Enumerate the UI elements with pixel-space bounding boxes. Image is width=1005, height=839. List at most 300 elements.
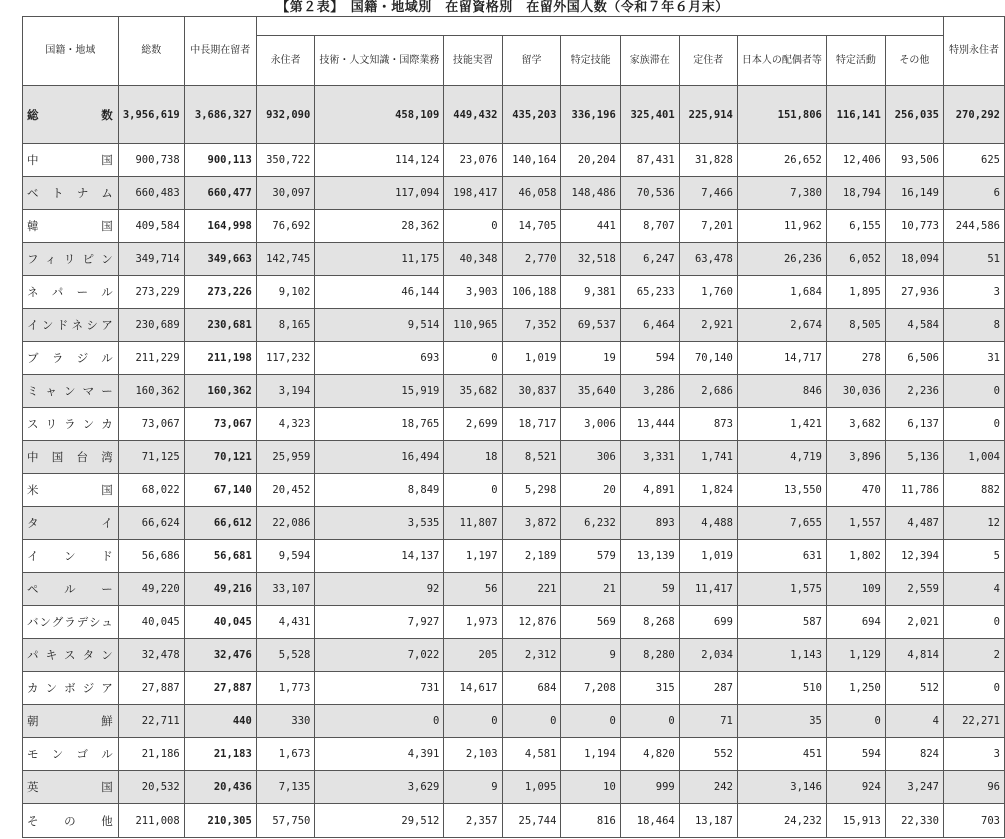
total-cell: 230,689 [118, 309, 184, 342]
status-cell: 0 [826, 705, 885, 738]
status-cell: 893 [620, 507, 679, 540]
total-cell: 71,125 [118, 441, 184, 474]
total-cell: 349,714 [118, 243, 184, 276]
status-cell: 330 [256, 705, 315, 738]
status-cell: 6,137 [885, 408, 943, 441]
status-cell: 4,584 [885, 309, 943, 342]
status-cell: 3,247 [885, 771, 943, 804]
status-cell: 57,750 [256, 804, 315, 838]
table-row [23, 738, 1005, 771]
status-cell: 0 [561, 705, 620, 738]
status-cell: 6,506 [885, 342, 943, 375]
country-cell: タイ [23, 507, 119, 540]
status-cell: 278 [826, 342, 885, 375]
status-cell: 14,717 [737, 342, 826, 375]
status-cell: 148,486 [561, 177, 620, 210]
status-cell: 2,236 [885, 375, 943, 408]
status-cell: 7,022 [315, 639, 444, 672]
status-cell: 7,208 [561, 672, 620, 705]
header-country: 国籍・地域 [23, 17, 119, 86]
country-cell: バングラデシュ [23, 606, 119, 639]
status-cell: 117,232 [256, 342, 315, 375]
status-cell: 71 [679, 705, 737, 738]
status-cell: 26,652 [737, 144, 826, 177]
status-cell: 1,684 [737, 276, 826, 309]
status-cell: 12,406 [826, 144, 885, 177]
total-cell: 66,624 [118, 507, 184, 540]
status-cell: 6,052 [826, 243, 885, 276]
table-row [23, 672, 1005, 705]
status-cell: 3,006 [561, 408, 620, 441]
status-cell: 21 [561, 573, 620, 606]
header-row-top [23, 17, 1005, 36]
status-cell: 6,232 [561, 507, 620, 540]
country-cell: 総 数 [23, 86, 119, 144]
status-cell: 1,895 [826, 276, 885, 309]
status-cell: 40,348 [444, 243, 502, 276]
header-col: その他 [885, 36, 943, 86]
status-cell: 11,786 [885, 474, 943, 507]
status-cell: 142,745 [256, 243, 315, 276]
status-cell: 9 [444, 771, 502, 804]
status-cell: 6,247 [620, 243, 679, 276]
header-col: 定住者 [679, 36, 737, 86]
mid-long-cell: 56,681 [184, 540, 256, 573]
country-cell: インドネシア [23, 309, 119, 342]
country-cell: ブラジル [23, 342, 119, 375]
status-cell: 594 [826, 738, 885, 771]
status-cell: 1,673 [256, 738, 315, 771]
status-cell: 20,204 [561, 144, 620, 177]
special-cell: 4 [944, 573, 1005, 606]
status-cell: 87,431 [620, 144, 679, 177]
status-cell: 4,391 [315, 738, 444, 771]
status-cell: 1,019 [679, 540, 737, 573]
status-cell: 3,903 [444, 276, 502, 309]
special-cell: 22,271 [944, 705, 1005, 738]
mid-long-cell: 70,121 [184, 441, 256, 474]
status-cell: 8,849 [315, 474, 444, 507]
special-cell: 703 [944, 804, 1005, 838]
status-cell: 4,581 [502, 738, 561, 771]
status-cell: 18,717 [502, 408, 561, 441]
status-cell: 569 [561, 606, 620, 639]
status-cell: 140,164 [502, 144, 561, 177]
status-cell: 109 [826, 573, 885, 606]
mid-long-cell: 21,183 [184, 738, 256, 771]
table-row [23, 210, 1005, 243]
mid-long-cell: 32,476 [184, 639, 256, 672]
status-cell: 13,139 [620, 540, 679, 573]
mid-long-cell: 211,198 [184, 342, 256, 375]
total-cell: 49,220 [118, 573, 184, 606]
total-cell: 211,229 [118, 342, 184, 375]
total-cell: 160,362 [118, 375, 184, 408]
header-col: 日本人の配偶者等 [737, 36, 826, 86]
status-cell: 306 [561, 441, 620, 474]
country-cell: パキスタン [23, 639, 119, 672]
status-cell: 1,802 [826, 540, 885, 573]
status-cell: 579 [561, 540, 620, 573]
status-cell: 694 [826, 606, 885, 639]
status-cell: 59 [620, 573, 679, 606]
status-cell: 7,380 [737, 177, 826, 210]
status-cell: 11,175 [315, 243, 444, 276]
status-cell: 18 [444, 441, 502, 474]
status-cell: 4,891 [620, 474, 679, 507]
special-cell: 2 [944, 639, 1005, 672]
mid-long-cell: 440 [184, 705, 256, 738]
status-cell: 8,165 [256, 309, 315, 342]
header-special: 特別永住者 [944, 17, 1005, 86]
status-cell: 13,187 [679, 804, 737, 838]
status-cell: 3,896 [826, 441, 885, 474]
status-cell: 26,236 [737, 243, 826, 276]
status-cell: 458,109 [315, 86, 444, 144]
status-cell: 11,962 [737, 210, 826, 243]
status-cell: 6,155 [826, 210, 885, 243]
mid-long-cell: 210,305 [184, 804, 256, 838]
status-cell: 35 [737, 705, 826, 738]
country-cell: 中国台湾 [23, 441, 119, 474]
status-cell: 70,140 [679, 342, 737, 375]
status-cell: 76,692 [256, 210, 315, 243]
table-row [23, 276, 1005, 309]
status-cell: 33,107 [256, 573, 315, 606]
status-cell: 7,135 [256, 771, 315, 804]
status-cell: 22,330 [885, 804, 943, 838]
status-cell: 510 [737, 672, 826, 705]
status-cell: 12,394 [885, 540, 943, 573]
mid-long-cell: 230,681 [184, 309, 256, 342]
table-row [23, 771, 1005, 804]
header-spacer [256, 17, 943, 36]
table-row [23, 540, 1005, 573]
header-col: 家族滞在 [620, 36, 679, 86]
status-cell: 46,144 [315, 276, 444, 309]
status-cell: 221 [502, 573, 561, 606]
status-cell: 1,143 [737, 639, 826, 672]
country-cell: フィリピン [23, 243, 119, 276]
status-cell: 7,466 [679, 177, 737, 210]
status-cell: 18,094 [885, 243, 943, 276]
status-cell: 2,674 [737, 309, 826, 342]
table-row [23, 804, 1005, 838]
table-row [23, 342, 1005, 375]
status-cell: 15,919 [315, 375, 444, 408]
status-cell: 28,362 [315, 210, 444, 243]
status-cell: 731 [315, 672, 444, 705]
country-cell: ベトナム [23, 177, 119, 210]
status-cell: 1,773 [256, 672, 315, 705]
status-cell: 3,872 [502, 507, 561, 540]
table-row [23, 243, 1005, 276]
status-cell: 0 [502, 705, 561, 738]
total-cell: 32,478 [118, 639, 184, 672]
status-cell: 6,464 [620, 309, 679, 342]
mid-long-cell: 3,686,327 [184, 86, 256, 144]
mid-long-cell: 273,226 [184, 276, 256, 309]
status-cell: 46,058 [502, 177, 561, 210]
status-cell: 5,298 [502, 474, 561, 507]
status-cell: 336,196 [561, 86, 620, 144]
status-cell: 1,741 [679, 441, 737, 474]
status-cell: 1,250 [826, 672, 885, 705]
mid-long-cell: 900,113 [184, 144, 256, 177]
status-cell: 512 [885, 672, 943, 705]
mid-long-cell: 349,663 [184, 243, 256, 276]
special-cell: 3 [944, 738, 1005, 771]
total-cell: 21,186 [118, 738, 184, 771]
table-row [23, 606, 1005, 639]
mid-long-cell: 49,216 [184, 573, 256, 606]
status-cell: 25,959 [256, 441, 315, 474]
status-cell: 4,487 [885, 507, 943, 540]
status-cell: 10,773 [885, 210, 943, 243]
status-cell: 116,141 [826, 86, 885, 144]
status-cell: 287 [679, 672, 737, 705]
status-cell: 2,921 [679, 309, 737, 342]
table-row [23, 573, 1005, 606]
status-cell: 441 [561, 210, 620, 243]
status-cell: 18,794 [826, 177, 885, 210]
country-cell: ネパール [23, 276, 119, 309]
status-cell: 8,707 [620, 210, 679, 243]
status-cell: 1,760 [679, 276, 737, 309]
status-cell: 16,149 [885, 177, 943, 210]
status-cell: 20 [561, 474, 620, 507]
header-col: 特定活動 [826, 36, 885, 86]
special-cell: 244,586 [944, 210, 1005, 243]
status-cell: 65,233 [620, 276, 679, 309]
status-cell: 2,559 [885, 573, 943, 606]
table-row [23, 375, 1005, 408]
status-cell: 18,765 [315, 408, 444, 441]
status-cell: 242 [679, 771, 737, 804]
status-cell: 9 [561, 639, 620, 672]
mid-long-cell: 40,045 [184, 606, 256, 639]
status-cell: 7,655 [737, 507, 826, 540]
status-cell: 29,512 [315, 804, 444, 838]
status-cell: 56 [444, 573, 502, 606]
special-cell: 0 [944, 606, 1005, 639]
special-cell: 51 [944, 243, 1005, 276]
status-cell: 11,417 [679, 573, 737, 606]
status-cell: 9,102 [256, 276, 315, 309]
status-cell: 2,699 [444, 408, 502, 441]
status-cell: 106,188 [502, 276, 561, 309]
country-cell: ミャンマー [23, 375, 119, 408]
total-cell: 56,686 [118, 540, 184, 573]
status-cell: 4,814 [885, 639, 943, 672]
status-cell: 25,744 [502, 804, 561, 838]
status-cell: 3,286 [620, 375, 679, 408]
status-cell: 4 [885, 705, 943, 738]
status-cell: 594 [620, 342, 679, 375]
status-cell: 1,421 [737, 408, 826, 441]
status-cell: 16,494 [315, 441, 444, 474]
total-cell: 27,887 [118, 672, 184, 705]
status-cell: 4,820 [620, 738, 679, 771]
total-cell: 68,022 [118, 474, 184, 507]
total-row [23, 86, 1005, 144]
status-cell: 8,280 [620, 639, 679, 672]
status-cell: 14,137 [315, 540, 444, 573]
country-cell: モンゴル [23, 738, 119, 771]
status-cell: 0 [444, 705, 502, 738]
status-cell: 1,557 [826, 507, 885, 540]
country-cell: 英国 [23, 771, 119, 804]
status-cell: 5,528 [256, 639, 315, 672]
status-cell: 1,194 [561, 738, 620, 771]
status-cell: 35,640 [561, 375, 620, 408]
status-cell: 1,575 [737, 573, 826, 606]
status-cell: 2,357 [444, 804, 502, 838]
status-cell: 9,514 [315, 309, 444, 342]
status-cell: 10 [561, 771, 620, 804]
status-cell: 198,417 [444, 177, 502, 210]
country-cell: 韓国 [23, 210, 119, 243]
status-cell: 1,019 [502, 342, 561, 375]
status-cell: 23,076 [444, 144, 502, 177]
status-cell: 315 [620, 672, 679, 705]
mid-long-cell: 67,140 [184, 474, 256, 507]
country-cell: 朝鮮 [23, 705, 119, 738]
status-cell: 693 [315, 342, 444, 375]
status-cell: 110,965 [444, 309, 502, 342]
status-cell: 14,617 [444, 672, 502, 705]
total-cell: 3,956,619 [118, 86, 184, 144]
country-cell: 米国 [23, 474, 119, 507]
mid-long-cell: 66,612 [184, 507, 256, 540]
status-cell: 70,536 [620, 177, 679, 210]
status-cell: 0 [315, 705, 444, 738]
total-cell: 660,483 [118, 177, 184, 210]
status-cell: 0 [444, 210, 502, 243]
status-cell: 114,124 [315, 144, 444, 177]
status-cell: 4,488 [679, 507, 737, 540]
status-cell: 0 [444, 474, 502, 507]
table-row [23, 144, 1005, 177]
status-cell: 3,682 [826, 408, 885, 441]
table-row [23, 309, 1005, 342]
status-cell: 24,232 [737, 804, 826, 838]
status-cell: 9,381 [561, 276, 620, 309]
status-cell: 449,432 [444, 86, 502, 144]
status-cell: 63,478 [679, 243, 737, 276]
status-cell: 4,431 [256, 606, 315, 639]
status-cell: 13,550 [737, 474, 826, 507]
stats-table [22, 16, 1005, 838]
total-cell: 900,738 [118, 144, 184, 177]
status-cell: 20,452 [256, 474, 315, 507]
header-col: 技能実習 [444, 36, 502, 86]
special-cell: 3 [944, 276, 1005, 309]
table-row [23, 408, 1005, 441]
status-cell: 7,201 [679, 210, 737, 243]
table-row [23, 639, 1005, 672]
special-cell: 12 [944, 507, 1005, 540]
status-cell: 205 [444, 639, 502, 672]
status-cell: 32,518 [561, 243, 620, 276]
status-cell: 0 [444, 342, 502, 375]
header-col: 留学 [502, 36, 561, 86]
status-cell: 27,936 [885, 276, 943, 309]
country-cell: カンボジア [23, 672, 119, 705]
status-cell: 1,824 [679, 474, 737, 507]
mid-long-cell: 73,067 [184, 408, 256, 441]
status-cell: 4,323 [256, 408, 315, 441]
status-cell: 30,036 [826, 375, 885, 408]
status-cell: 325,401 [620, 86, 679, 144]
status-cell: 31,828 [679, 144, 737, 177]
special-cell: 8 [944, 309, 1005, 342]
status-cell: 12,876 [502, 606, 561, 639]
header-total: 総数 [118, 17, 184, 86]
table-row [23, 705, 1005, 738]
mid-long-cell: 20,436 [184, 771, 256, 804]
status-cell: 3,535 [315, 507, 444, 540]
special-cell: 1,004 [944, 441, 1005, 474]
country-cell: その他 [23, 804, 119, 838]
status-cell: 2,312 [502, 639, 561, 672]
status-cell: 0 [620, 705, 679, 738]
special-cell: 625 [944, 144, 1005, 177]
status-cell: 92 [315, 573, 444, 606]
status-cell: 2,103 [444, 738, 502, 771]
status-cell: 684 [502, 672, 561, 705]
country-cell: スリランカ [23, 408, 119, 441]
total-cell: 73,067 [118, 408, 184, 441]
table-row [23, 441, 1005, 474]
special-cell: 96 [944, 771, 1005, 804]
total-cell: 211,008 [118, 804, 184, 838]
status-cell: 19 [561, 342, 620, 375]
special-cell: 882 [944, 474, 1005, 507]
status-cell: 7,352 [502, 309, 561, 342]
country-cell: 中国 [23, 144, 119, 177]
status-cell: 15,913 [826, 804, 885, 838]
status-cell: 69,537 [561, 309, 620, 342]
status-cell: 35,682 [444, 375, 502, 408]
status-cell: 8,268 [620, 606, 679, 639]
status-cell: 824 [885, 738, 943, 771]
table-row [23, 507, 1005, 540]
status-cell: 1,973 [444, 606, 502, 639]
special-cell: 5 [944, 540, 1005, 573]
status-cell: 1,095 [502, 771, 561, 804]
special-cell: 0 [944, 408, 1005, 441]
status-cell: 2,189 [502, 540, 561, 573]
status-cell: 350,722 [256, 144, 315, 177]
status-cell: 30,837 [502, 375, 561, 408]
status-cell: 1,197 [444, 540, 502, 573]
table-body [23, 86, 1005, 838]
mid-long-cell: 160,362 [184, 375, 256, 408]
status-cell: 999 [620, 771, 679, 804]
table-row [23, 474, 1005, 507]
status-cell: 8,521 [502, 441, 561, 474]
status-cell: 93,506 [885, 144, 943, 177]
header-col: 技術・人文知識・国際業務 [315, 36, 444, 86]
total-cell: 20,532 [118, 771, 184, 804]
status-cell: 256,035 [885, 86, 943, 144]
status-cell: 3,331 [620, 441, 679, 474]
status-cell: 451 [737, 738, 826, 771]
status-cell: 924 [826, 771, 885, 804]
special-cell: 0 [944, 672, 1005, 705]
country-cell: インド [23, 540, 119, 573]
